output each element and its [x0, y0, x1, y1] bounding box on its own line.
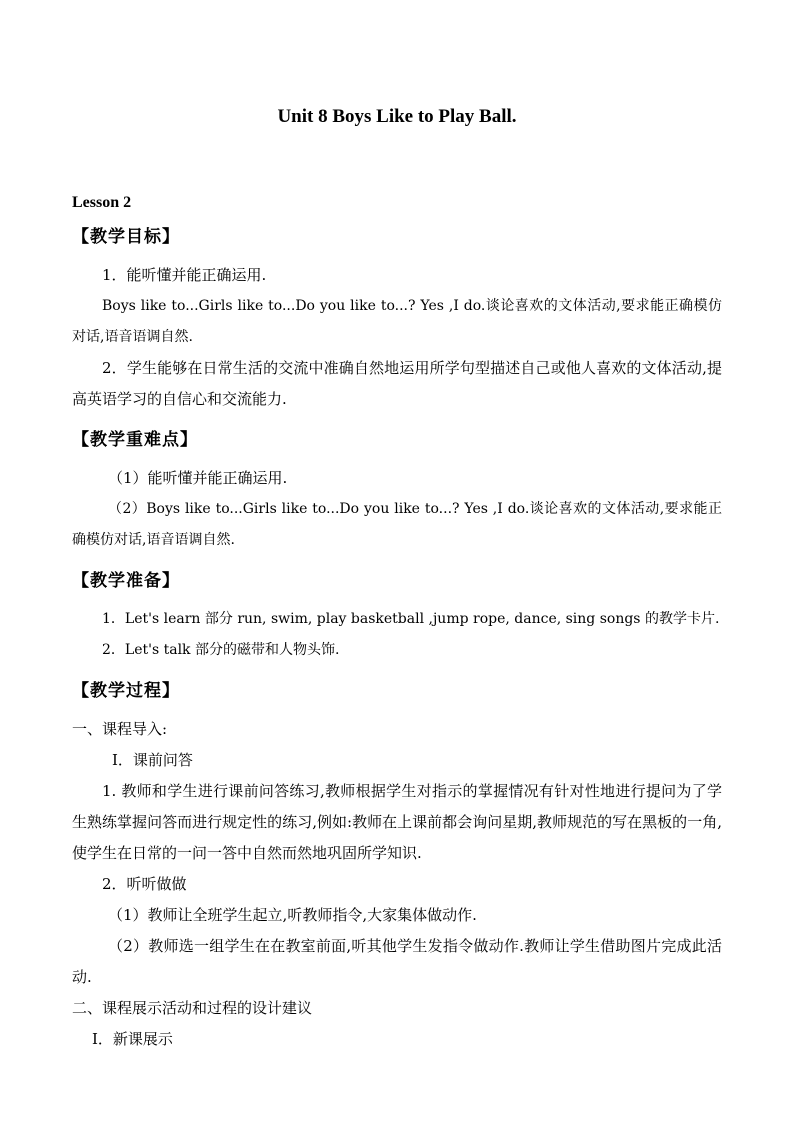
key-item-2: （2）Boys like to...Girls like to...Do you like to...? Yes ,I do.谈论喜欢的文体活动,要求能正确模仿对话,语音语调自然.: [72, 501, 722, 548]
document-body: [72, 222, 722, 1055]
key-item-1: （1）能听懂并能正确运用.: [108, 469, 288, 487]
process-part-2-sub-1: Ⅰ．新课展示: [92, 1030, 173, 1048]
section-heading-prep: 【教学准备】: [72, 571, 180, 591]
goals-item-2: 2．学生能够在日常生活的交流中准确自然地运用所学句型描述自己或他人喜欢的文体活动,提高英语学习的自信心和交流能力.: [72, 359, 722, 408]
section-heading-key: 【教学重难点】: [72, 430, 198, 450]
process-part-1-sub-1: Ⅰ．课前问答: [112, 751, 193, 769]
process-part-1-sub-2-item-1: （1）教师让全班学生起立,听教师指令,大家集体做动作.: [108, 906, 477, 924]
section-heading-process: 【教学过程】: [72, 681, 180, 701]
lesson-heading: Lesson 2: [72, 194, 132, 211]
prep-item-2: 2．Let's talk 部分的磁带和人物头饰.: [102, 642, 340, 658]
process-part-2: 二、课程展示活动和过程的设计建议: [72, 999, 313, 1017]
process-part-1-sub-1-text: 1. 教师和学生进行课前问答练习,教师根据学生对指示的掌握情况有针对性地进行提问为了学生熟练掌握问答而进行规定性的练习,例如:教师在上课前都会询问星期,教师规范的写在黑板的一角,使学生在日常的一问一答中自然而然地巩固所学知识.: [72, 782, 722, 862]
goals-item-1-detail: Boys like to...Girls like to...Do you like to...? Yes ,I do.谈论喜欢的文体活动,要求能正确模仿对话,语音语调自然.: [72, 298, 722, 345]
process-part-1-sub-2-item-2: （2）教师选一组学生在在教室前面,听其他学生发指令做动作.教师让学生借助图片完成此活动.: [72, 937, 722, 986]
prep-item-1: 1．Let's learn 部分 run, swim, play basketball ,jump rope, dance, sing songs 的教学卡片.: [102, 611, 720, 627]
goals-item-1: 1．能听懂并能正确运用.: [102, 266, 267, 284]
process-part-1-sub-2: 2．听听做做: [102, 875, 187, 893]
document-title: Unit 8 Boys Like to Play Ball.: [277, 106, 517, 127]
process-part-1: 一、课程导入:: [72, 720, 168, 738]
section-heading-goals: 【教学目标】: [72, 227, 180, 247]
